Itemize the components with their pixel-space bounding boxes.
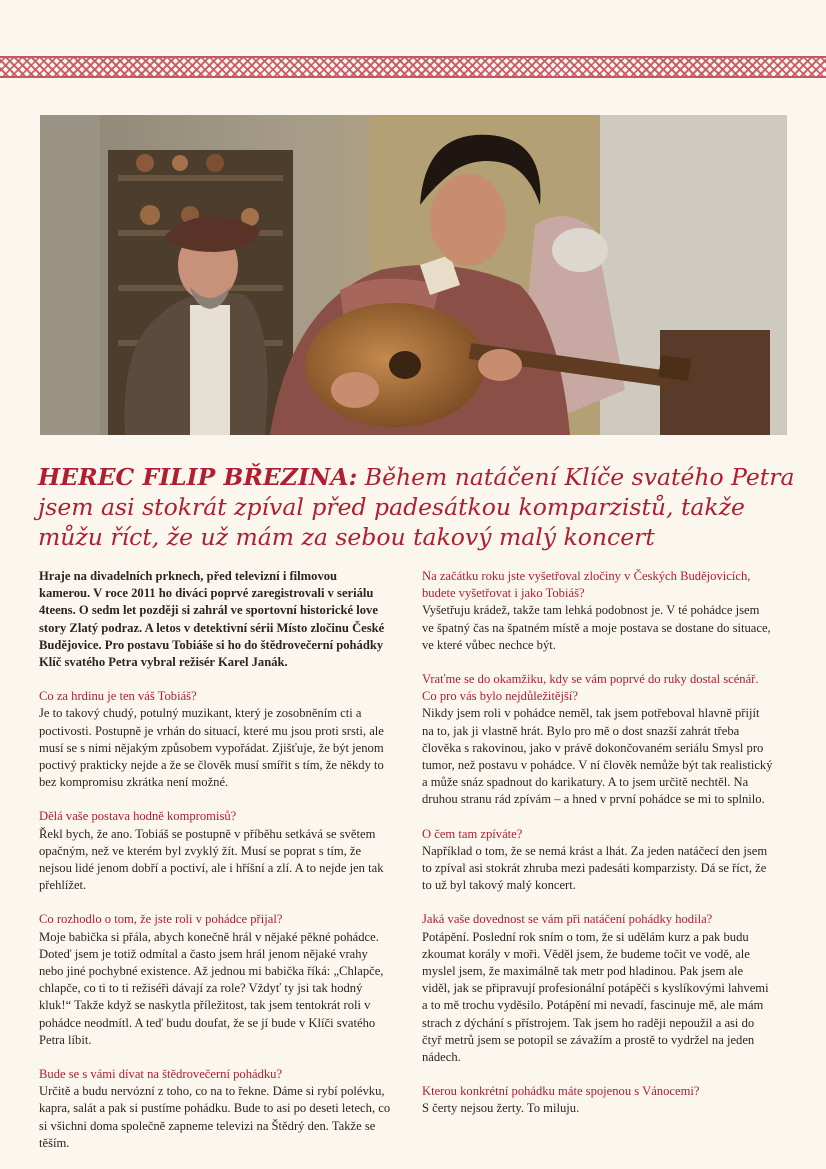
question-6: Vraťme se do okamžiku, kdy se vám poprvé do ruky dostal scénář. Co pro vás bylo nejdůležitější? xyxy=(422,672,759,704)
answer-4: Určitě a budu nervózní z toho, co na to řekne. Dáme si rybí polévku, kapra, salát a pak si pustíme pohádku. Bude to asi po deseti letech, co si všichni doma společně zapneme televizi na Štědrý den. Takže se těším. xyxy=(39,1084,391,1150)
answer-1: Je to takový chudý, potulný muzikant, který je zosobněním cti a poctivosti. Postupně je vrhán do situací, které mu jsou proti srsti, ale musí se s nimi nějakým způsobem vypořádat. Zjišťuje, že být jenom poctivý prakticky nejde a že se člověk musí smířit s tím, že někdy to bez kompromisu zkrátka není možné. xyxy=(39,706,384,790)
answer-5: Vyšetřuju krádež, takže tam lehká podobnost je. V té pohádce jsem ve špatný čas na špatném místě a moje postava se dostane do situace, ve které vůbec nechce být. xyxy=(422,603,771,652)
answer-9: S čerty nejsou žerty. To miluju. xyxy=(422,1101,580,1116)
decorative-border xyxy=(0,56,826,78)
question-4: Bude se s vámi dívat na štědrovečerní pohádku? xyxy=(39,1067,283,1082)
question-8: Jaká vaše dovednost se vám při natáčení pohádky hodila? xyxy=(422,912,713,927)
right-column xyxy=(422,568,774,1135)
question-3: Co rozhodlo o tom, že jste roli v pohádce přijal? xyxy=(39,912,283,927)
actor-with-lute-image xyxy=(40,115,787,435)
article-photo xyxy=(40,115,787,435)
answer-7: Například o tom, že se nemá krást a lhát. Za jeden natáčecí den jsem to zpíval asi stokrát zhruba mezi padesáti komparzisty. Dá se říct, že to už byl takový malý koncert. xyxy=(422,843,768,893)
question-5: Na začátku roku jste vyšetřoval zločiny v Českých Budějovicích, budete vyšetřovat i jako Tobiáš? xyxy=(422,569,751,601)
question-1: Co za hrdinu je ten váš Tobiáš? xyxy=(39,689,197,704)
headline-text: Během natáčení Klíče svatého Petra jsem asi stokrát zpíval před padesátkou komparzistů, takže můžu říct, že už mám za sebou takový malý koncert xyxy=(38,463,795,551)
question-7: O čem tam zpíváte? xyxy=(422,826,523,841)
answer-6: Nikdy jsem roli v pohádce neměl, tak jsem potřeboval hlavně přijít na to, jak ji vlastně hrát. Bylo pro mě o dost snazší zahrát třeba člověka s rakovinou, jako v právě dokončovaném seriálu Smysl pro tumor, než postavu v pohádce. V ní člověk nemůže být tak realistický a může snáz spadnout do karikatury. A to jsem určitě nechtěl. Na druhou stranu rád zpívám – a hned v první pohádce se mi to splnilo. xyxy=(422,706,773,807)
answer-2: Řekl bych, že ano. Tobiáš se postupně v příběhu setkává se světem opačným, než ve kterém byl zvyklý žít. Musí se poprat s tím, že nejsou lidé jenom dobří a poctiví, ale i hříšní a zlí. A to nejde jen tak přehlížet. xyxy=(39,826,384,893)
question-9: Kterou konkrétní pohádku máte spojenou s Vánocemi? xyxy=(422,1084,700,1099)
headline-lead: HEREC FILIP BŘEZINA: xyxy=(38,463,358,491)
answer-3: Moje babička si přála, abych konečně hrál v nějaké pěkné pohádce. Doteď jsem je totiž odmítal a často jsem hrál jenom nějaké vrahy nebo jiné pochybné existence. Až jednou mi babička říká: „Chlapče, chlapče, co ti to ti režiséři dávají za role? Vždyť ty jsi tak hodný kluk!“ Takže když se naskytla příležitost, tak jsem tentokrát roli v pohádce neodmítl. A teď budu doufat, že se jí bude v Klíči svatého Petra líbit. xyxy=(39,929,384,1047)
left-column xyxy=(39,568,391,1169)
answer-8: Potápění. Poslední rok sním o tom, že si udělám kurz a pak budu zkoumat korály v moři. Věděl jsem, že budeme točit ve vodě, ale myslel jsem, že maximálně tak metr pod hladinou. Pak jsem ale viděl, jak se připravují profesionální potápěči s kyslíkovými lahvemi a to mě trochu vyděsilo. Potápění mi nevadí, fascinuje mě, ale mám strach z dýchání s přístrojem. Tak jsem ho raději nepoužil a asi do čtyř metrů jsem se potopil se závažím a prostě to vydržel na jeden nádech. xyxy=(422,929,769,1065)
article-headline xyxy=(38,462,798,552)
question-2: Dělá vaše postava hodně kompromisů? xyxy=(39,809,237,824)
article-intro: Hraje na divadelních prknech, před televizní i filmovou kamerou. V roce 2011 ho diváci poprvé zaregistrovali v seriálu 4teens. O sedm let později si zahrál ve sportovní historické love story Zlatý podraz. A letos v detektivní sérii Místo zločinu České Budějovice. Pro postavu Tobiáše si ho do štědrovečerní pohádky Klíč svatého Petra vybral režisér Karel Janák. xyxy=(39,569,385,670)
